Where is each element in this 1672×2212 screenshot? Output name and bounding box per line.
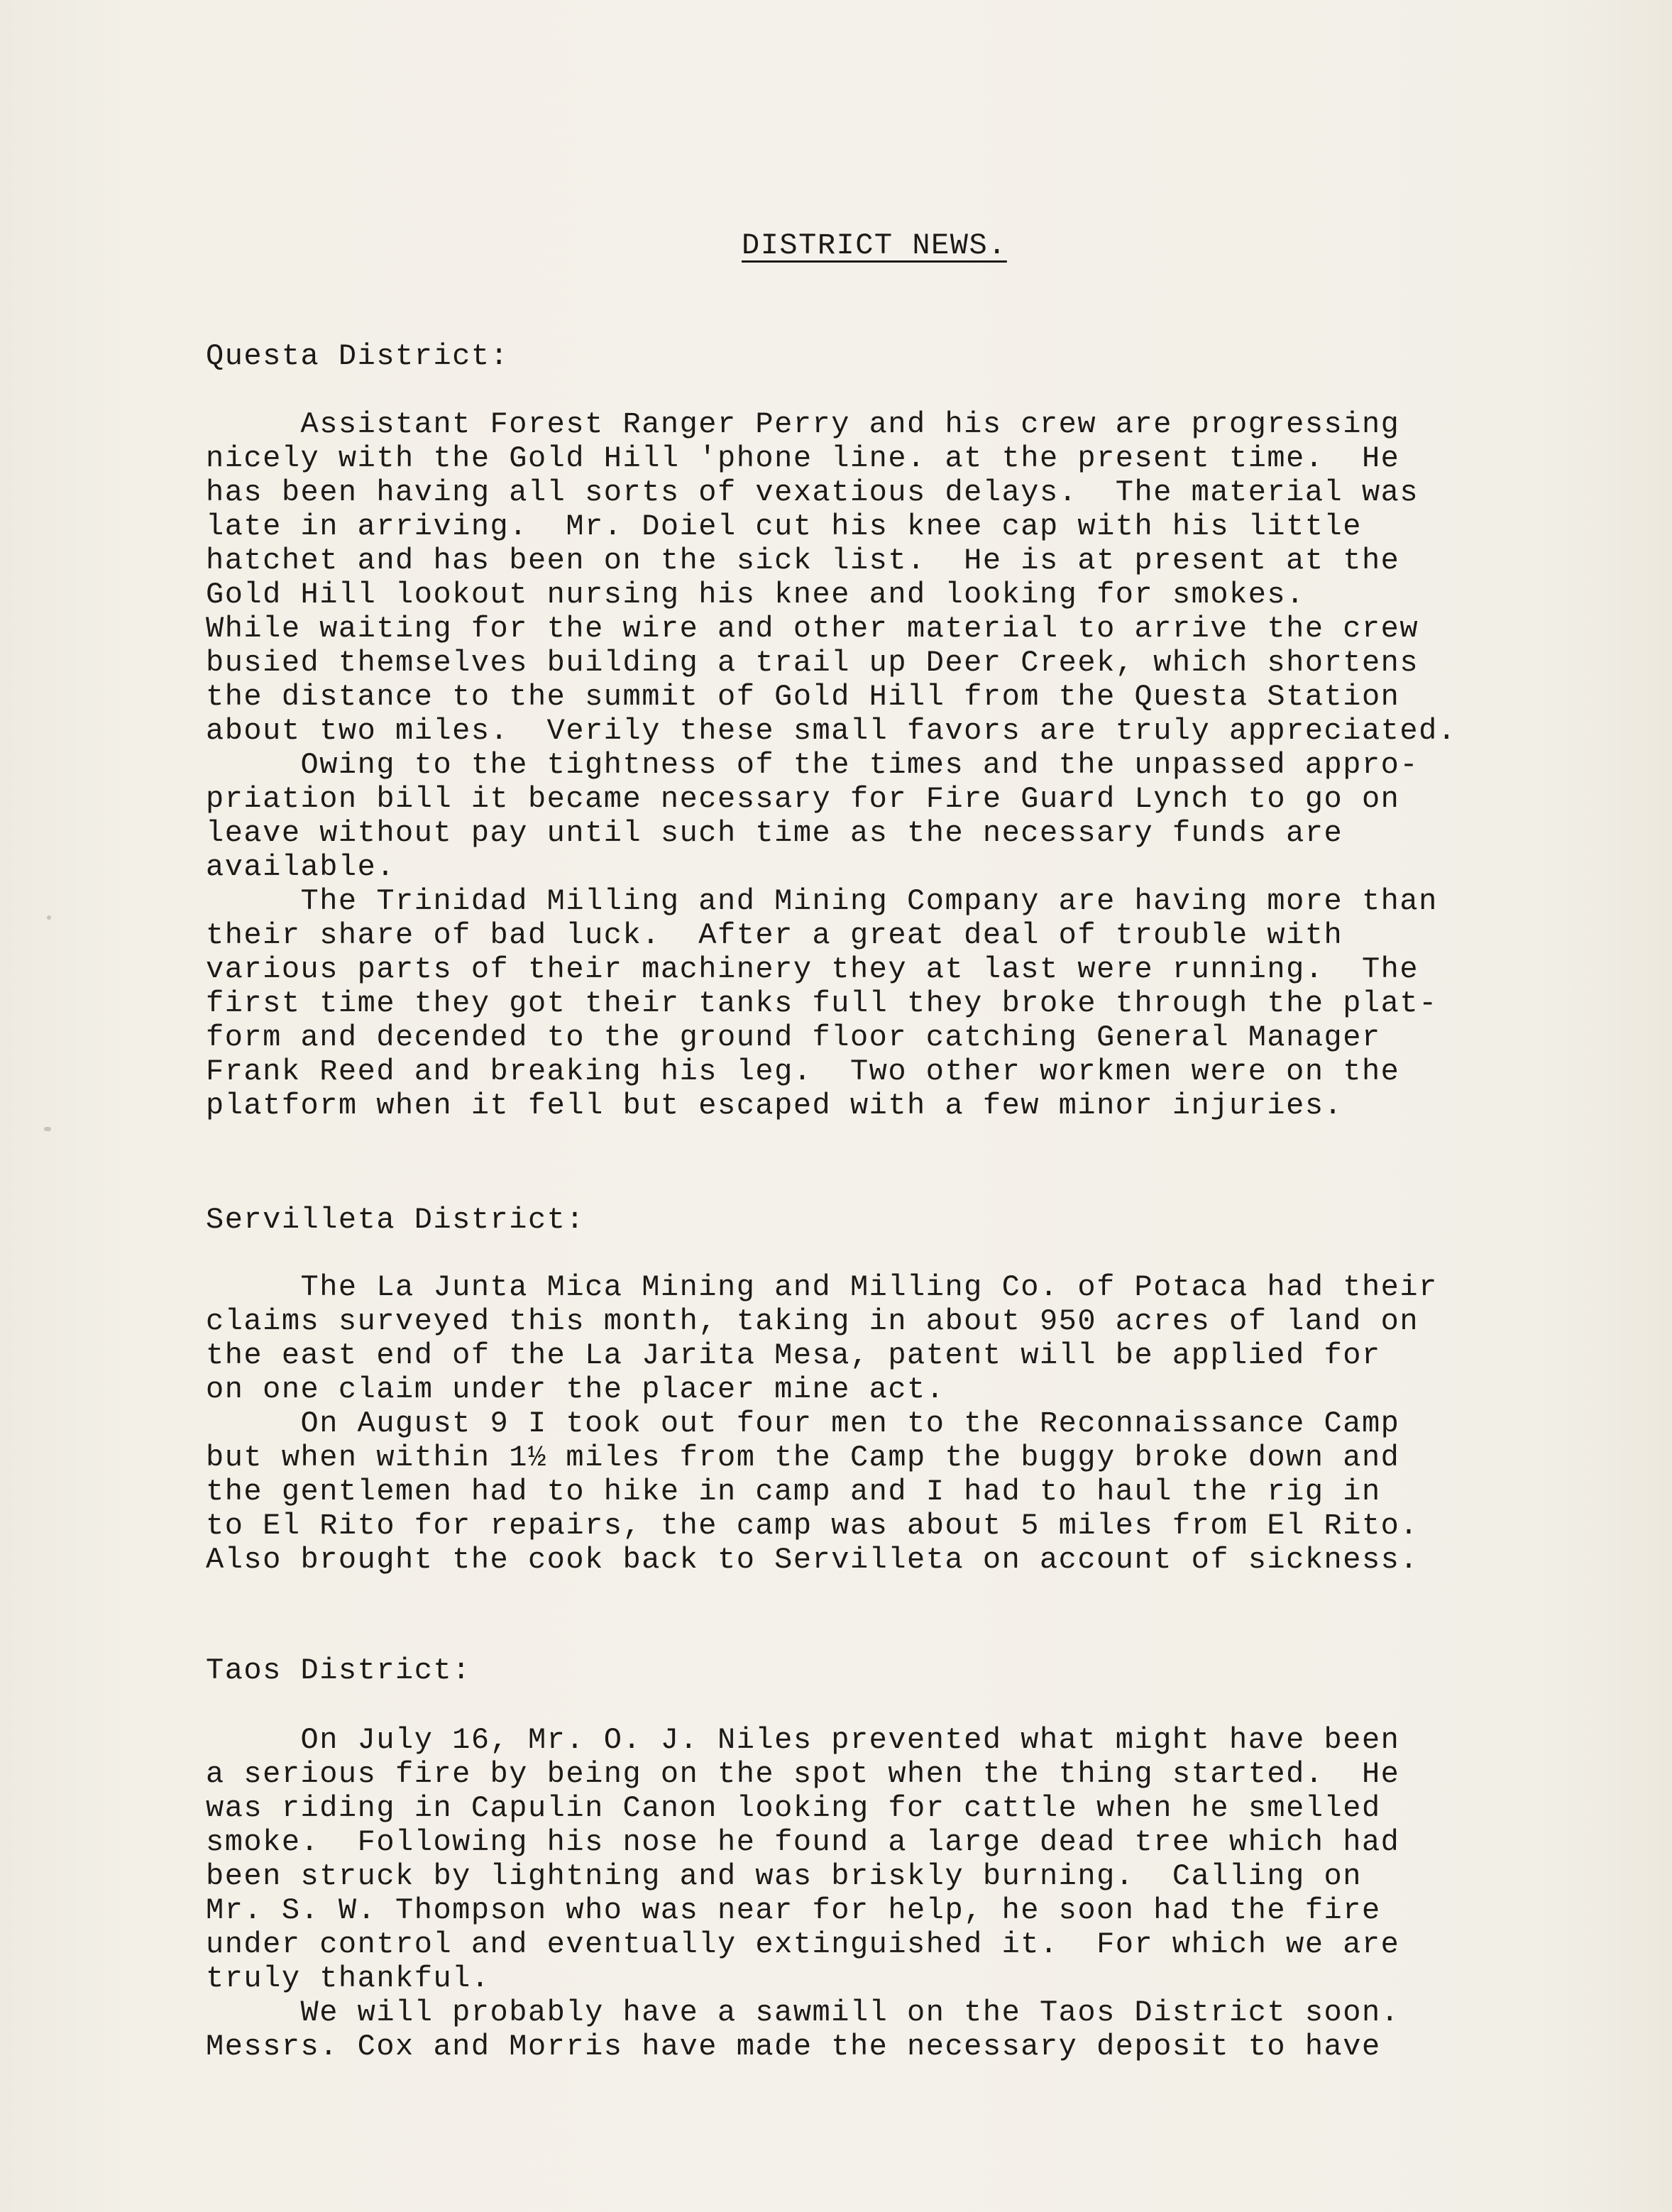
text-line: first time they got their tanks full they broke through the plat- (206, 986, 1438, 1020)
text-line: Frank Reed and breaking his leg. Two other workmen were on the (206, 1055, 1400, 1089)
text-line: form and decended to the ground floor catching General Manager (206, 1020, 1381, 1055)
section-body-servilleta (206, 1270, 1611, 1577)
text-line: We will probably have a sawmill on the Taos District soon. (206, 1996, 1400, 2030)
text-line: the east end of the La Jarita Mesa, patent will be applied for (206, 1338, 1381, 1372)
text-line: On August 9 I took out four men to the Reconnaissance Camp (206, 1407, 1400, 1441)
paper-speck (47, 915, 51, 920)
text-line: On July 16, Mr. O. J. Niles prevented what might have been (206, 1723, 1400, 1757)
text-line: busied themselves building a trail up Deer Creek, which shortens (206, 646, 1419, 680)
text-line: Mr. S. W. Thompson who was near for help, he soon had the fire (206, 1893, 1381, 1927)
text-line: leave without pay until such time as the necessary funds are (206, 816, 1343, 850)
text-line: late in arriving. Mr. Doiel cut his knee cap with his little (206, 510, 1362, 544)
text-line: to El Rito for repairs, the camp was about 5 miles from El Rito. (206, 1509, 1419, 1543)
text-line: has been having all sorts of vexatious delays. The material was (206, 475, 1419, 510)
text-line: available. (206, 850, 396, 884)
text-line: hatchet and has been on the sick list. He is at present at the (206, 544, 1400, 578)
text-line: been struck by lightning and was briskly burning. Calling on (206, 1859, 1362, 1893)
text-line: was riding in Capulin Canon looking for cattle when he smelled (206, 1791, 1381, 1825)
section-heading-servilleta: Servilleta District: (206, 1203, 585, 1237)
text-line: While waiting for the wire and other material to arrive the crew (206, 612, 1419, 646)
text-line: on one claim under the placer mine act. (206, 1372, 945, 1407)
section-heading-taos: Taos District: (206, 1654, 471, 1688)
text-line: Gold Hill lookout nursing his knee and looking for smokes. (206, 578, 1305, 612)
text-line: Messrs. Cox and Morris have made the necessary deposit to have (206, 2030, 1381, 2064)
text-line: under control and eventually extinguished it. For which we are (206, 1927, 1400, 1961)
text-line: The La Junta Mica Mining and Milling Co. of Potaca had their (206, 1270, 1438, 1304)
text-line: about two miles. Verily these small favors are truly appreciated. (206, 714, 1457, 748)
text-line: Also brought the cook back to Servilleta on account of sickness. (206, 1543, 1419, 1577)
text-line: a serious fire by being on the spot when the thing started. He (206, 1757, 1400, 1791)
text-line: the gentlemen had to hike in camp and I had to haul the rig in (206, 1475, 1381, 1509)
text-line: their share of bad luck. After a great deal of trouble with (206, 918, 1343, 952)
paper-speck (44, 1127, 51, 1131)
text-line: but when within 1½ miles from the Camp the buggy broke down and (206, 1441, 1400, 1475)
text-line: various parts of their machinery they at last were running. The (206, 952, 1419, 986)
text-line: The Trinidad Milling and Mining Company are having more than (206, 884, 1438, 918)
text-line: platform when it fell but escaped with a few minor injuries. (206, 1089, 1343, 1123)
text-line: claims surveyed this month, taking in about 950 acres of land on (206, 1304, 1419, 1338)
text-line: the distance to the summit of Gold Hill from the Questa Station (206, 680, 1400, 714)
text-line: priation bill it became necessary for Fire Guard Lynch to go on (206, 782, 1400, 816)
text-line: truly thankful. (206, 1961, 490, 1996)
section-body-taos (206, 1723, 1611, 2064)
document-title: DISTRICT NEWS. (742, 229, 1007, 263)
text-line: Assistant Forest Ranger Perry and his crew are progressing (206, 407, 1400, 441)
section-body-questa (206, 407, 1611, 1123)
text-line: smoke. Following his nose he found a large dead tree which had (206, 1825, 1400, 1859)
text-line: nicely with the Gold Hill 'phone line. at the present time. He (206, 441, 1400, 475)
text-line: Owing to the tightness of the times and the unpassed appro- (206, 748, 1419, 782)
section-heading-questa: Questa District: (206, 339, 510, 373)
